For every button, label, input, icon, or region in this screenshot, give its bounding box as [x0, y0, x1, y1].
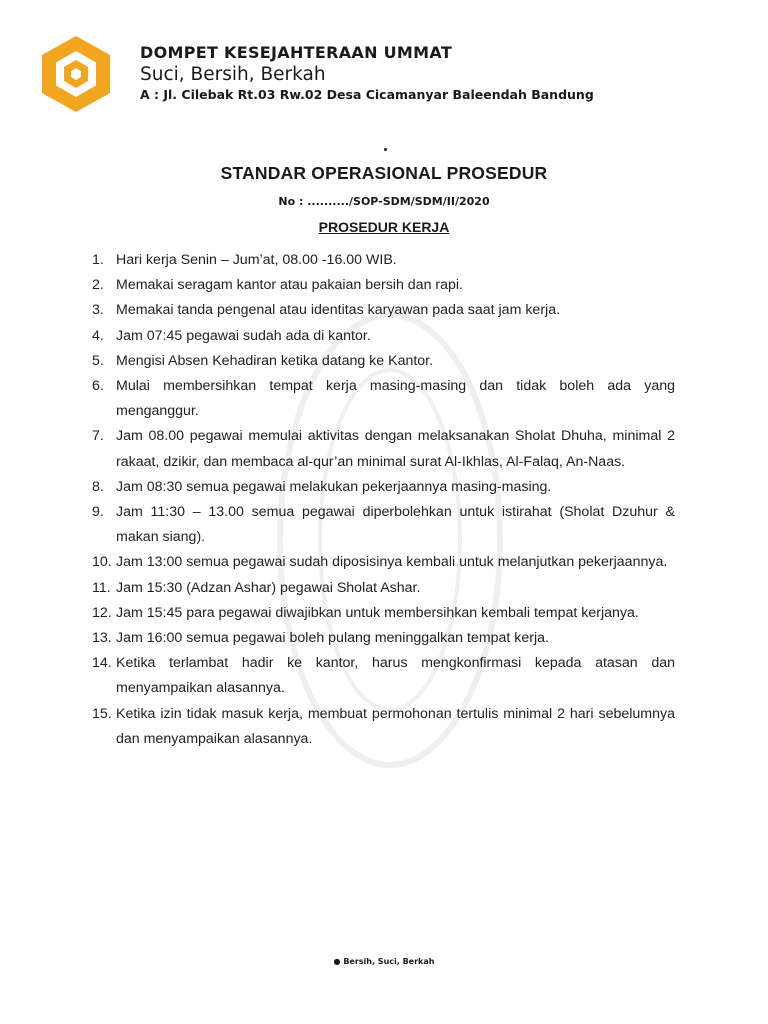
item-text: Mulai membersihkan tempat kerja masing-masing dan tidak boleh ada yang menganggur.	[116, 378, 675, 420]
list-item	[92, 702, 675, 752]
item-text: Jam 08:30 semua pegawai melakukan pekerjaannya masing-masing.	[116, 478, 552, 495]
list-item	[92, 324, 675, 349]
item-text: Jam 15:30 (Adzan Ashar) pegawai Sholat Ashar.	[116, 579, 421, 596]
list-item	[92, 424, 675, 474]
item-number: 9.	[92, 504, 104, 521]
decorative-dot	[384, 148, 387, 151]
item-text: Jam 15:45 para pegawai diwajibkan untuk membersihkan kembali tempat kerjanya.	[116, 604, 639, 621]
list-item	[92, 475, 675, 500]
list-item	[92, 626, 675, 651]
list-item	[92, 248, 675, 273]
organization-tagline: Suci, Bersih, Berkah	[140, 64, 326, 85]
item-number: 5.	[92, 352, 104, 369]
item-text: Jam 11:30 – 13.00 semua pegawai diperbolehkan untuk istirahat (Sholat Dzuhur & makan siang).	[116, 504, 675, 546]
item-number: 8.	[92, 478, 104, 495]
organization-logo	[40, 34, 112, 114]
document-number: No : ........../SOP-SDM/SDM/II/2020	[278, 195, 490, 208]
item-text: Jam 07:45 pegawai sudah ada di kantor.	[116, 327, 371, 344]
document-title: STANDAR OPERASIONAL PROSEDUR	[220, 163, 548, 183]
item-number: 14.	[92, 655, 112, 672]
footer-tagline: ● Bersih, Suci, Berkah	[333, 957, 435, 966]
list-item	[92, 298, 675, 323]
item-number: 2.	[92, 277, 104, 294]
list-item	[92, 651, 675, 701]
item-number: 7.	[92, 428, 104, 445]
item-number: 1.	[92, 252, 104, 268]
item-text: Ketika izin tidak masuk kerja, membuat permohonan tertulis minimal 2 hari sebelumnya dan menyampaikan alasannya.	[116, 705, 675, 747]
organization-name: DOMPET KESEJAHTERAAN UMMAT	[140, 43, 453, 62]
item-number: 11.	[92, 579, 111, 596]
list-item	[92, 576, 675, 601]
list-item	[92, 550, 675, 575]
item-text: Ketika terlambat hadir ke kantor, harus mengkonfirmasi kepada atasan dan menyampaikan alasannya.	[116, 655, 675, 697]
item-text: Memakai seragam kantor atau pakaian bersih dan rapi.	[116, 277, 463, 294]
item-text: Jam 13:00 semua pegawai sudah diposisinya kembali untuk melanjutkan pekerjaannya.	[116, 554, 668, 571]
item-number: 3.	[92, 302, 104, 319]
item-number: 12.	[92, 604, 112, 621]
item-text: Memakai tanda pengenal atau identitas karyawan pada saat jam kerja.	[116, 302, 561, 319]
item-number: 10.	[92, 554, 112, 571]
item-text: Hari kerja Senin – Jum’at, 08.00 -16.00 WIB.	[116, 252, 397, 268]
item-text: Jam 08.00 pegawai memulai aktivitas dengan melaksanakan Sholat Dhuha, minimal 2 rakaat, dzikir, dan membaca al-qur’an minimal surat Al-Ikhlas, Al-Falaq, An-Naas.	[116, 428, 675, 470]
list-item	[92, 273, 675, 298]
item-number: 13.	[92, 630, 112, 647]
list-item	[92, 500, 675, 550]
list-item	[92, 349, 675, 374]
item-number: 15.	[92, 705, 112, 722]
list-item	[92, 601, 675, 626]
item-number: 4.	[92, 327, 104, 344]
organization-address: A : Jl. Cilebak Rt.03 Rw.02 Desa Cicamanyar Baleendah Bandung	[140, 87, 594, 102]
item-text: Mengisi Absen Kehadiran ketika datang ke Kantor.	[116, 352, 434, 369]
item-text: Jam 16:00 semua pegawai boleh pulang meninggalkan tempat kerja.	[116, 630, 549, 647]
procedure-list	[92, 248, 675, 752]
list-item	[92, 374, 675, 424]
item-number: 6.	[92, 378, 104, 395]
section-title: PROSEDUR KERJA	[318, 219, 450, 235]
